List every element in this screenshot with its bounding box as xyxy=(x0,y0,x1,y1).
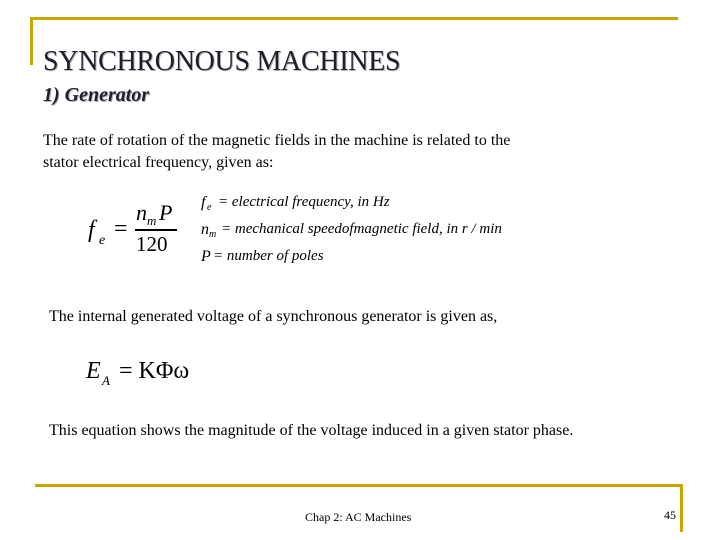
formula-legend xyxy=(201,194,581,269)
footer-text: Chap 2: AC Machines xyxy=(305,510,412,524)
formula-numerator: n xyxy=(136,200,147,225)
voltage-formula xyxy=(86,356,226,396)
right-rule xyxy=(680,484,683,532)
legend-text: = mechanical speedofmagnetic field, in r / min xyxy=(221,221,502,237)
slide-subtitle: 1) Generator xyxy=(43,84,150,106)
formula-denominator: 120 xyxy=(136,232,168,256)
paragraph-1-line-1: The rate of rotation of the magnetic fields in the machine is related to the xyxy=(43,132,511,149)
fraction-bar xyxy=(135,229,177,231)
legend-row-speed xyxy=(201,221,581,245)
paragraph-2: The internal generated voltage of a synchronous generator is given as, xyxy=(49,308,498,325)
page-number: 45 xyxy=(664,508,676,522)
formula-numerator-tail: P xyxy=(159,200,173,225)
frequency-formula xyxy=(88,196,188,266)
formula-numerator-sub: m xyxy=(147,213,157,228)
slide-title: SYNCHRONOUS MACHINES xyxy=(43,46,401,77)
legend-symbol: f xyxy=(201,194,206,211)
legend-row-frequency xyxy=(201,194,581,218)
legend-text: = number of poles xyxy=(213,248,324,264)
legend-symbol-sub: e xyxy=(207,202,212,213)
legend-symbol: n xyxy=(201,221,209,238)
top-rule xyxy=(30,17,678,20)
voltage-rhs: = KΦω xyxy=(119,358,190,384)
paragraph-3: This equation shows the magnitude of the voltage induced in a given stator phase. xyxy=(49,422,574,439)
formula-lhs-sub: e xyxy=(99,233,106,248)
formula-lhs: f xyxy=(88,217,95,243)
formula-equals: = xyxy=(114,216,128,242)
paragraph-1-line-2: stator electrical frequency, given as: xyxy=(43,154,274,171)
voltage-lhs-sub: A xyxy=(102,373,110,388)
legend-text: = electrical frequency, in Hz xyxy=(218,194,390,210)
left-rule xyxy=(30,17,33,65)
legend-symbol: P xyxy=(201,248,211,265)
bottom-rule xyxy=(35,484,683,487)
legend-row-poles xyxy=(201,248,581,272)
legend-symbol-sub: m xyxy=(209,229,217,240)
voltage-lhs: E xyxy=(86,358,101,384)
